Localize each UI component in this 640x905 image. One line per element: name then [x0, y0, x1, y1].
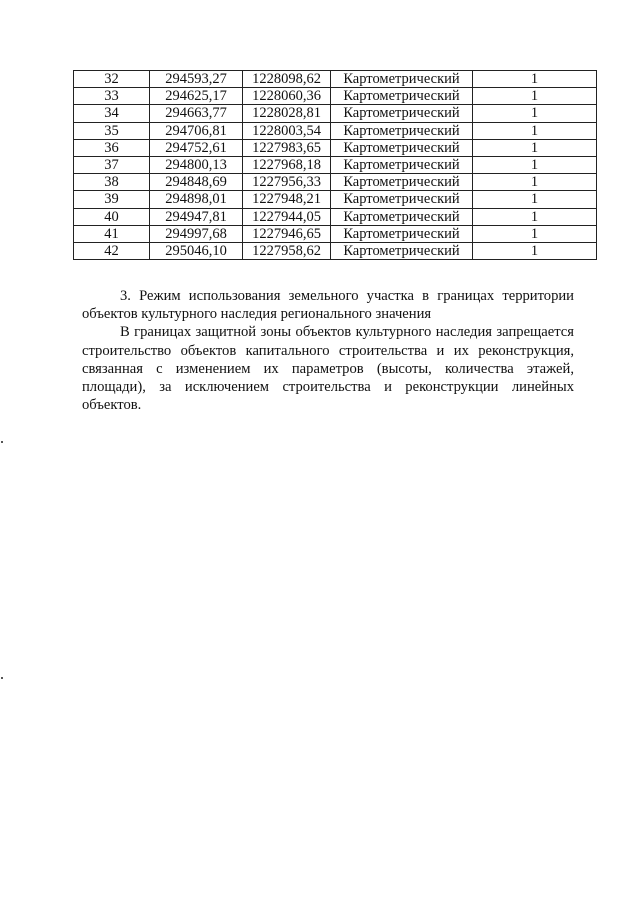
margin-scan-mark [1, 677, 3, 679]
table-row [74, 191, 597, 208]
point-number-cell: 38 [74, 174, 150, 191]
accuracy-cell: 1 [473, 191, 597, 208]
y-coordinate-cell: 1227968,18 [243, 156, 331, 173]
table-row [74, 139, 597, 156]
y-coordinate-cell: 1227983,65 [243, 139, 331, 156]
x-coordinate-cell: 294663,77 [150, 105, 243, 122]
determination-method-cell: Картометрический [331, 174, 473, 191]
y-coordinate-cell: 1227944,05 [243, 208, 331, 225]
point-number-cell: 36 [74, 139, 150, 156]
table-row [74, 122, 597, 139]
accuracy-cell: 1 [473, 208, 597, 225]
regulation-text [82, 287, 574, 414]
determination-method-cell: Картометрический [331, 88, 473, 105]
accuracy-cell: 1 [473, 105, 597, 122]
x-coordinate-cell: 294752,61 [150, 139, 243, 156]
accuracy-cell: 1 [473, 88, 597, 105]
determination-method-cell: Картометрический [331, 225, 473, 242]
accuracy-cell: 1 [473, 156, 597, 173]
table-row [74, 105, 597, 122]
x-coordinate-cell: 294625,17 [150, 88, 243, 105]
y-coordinate-cell: 1227956,33 [243, 174, 331, 191]
table-row [74, 71, 597, 88]
y-coordinate-cell: 1228003,54 [243, 122, 331, 139]
section-heading: 3. Режим использования земельного участка в границах территории объектов культурного наследия регионального значения [82, 288, 574, 323]
point-number-cell: 39 [74, 191, 150, 208]
x-coordinate-cell: 294997,68 [150, 225, 243, 242]
determination-method-cell: Картометрический [331, 139, 473, 156]
x-coordinate-cell: 294848,69 [150, 174, 243, 191]
determination-method-cell: Картометрический [331, 191, 473, 208]
x-coordinate-cell: 294593,27 [150, 71, 243, 88]
point-number-cell: 41 [74, 225, 150, 242]
coordinates-table-body [74, 71, 597, 260]
table-row [74, 242, 597, 259]
determination-method-cell: Картометрический [331, 122, 473, 139]
point-number-cell: 40 [74, 208, 150, 225]
table-row [74, 156, 597, 173]
table-row [74, 174, 597, 191]
accuracy-cell: 1 [473, 139, 597, 156]
table-row [74, 225, 597, 242]
point-number-cell: 34 [74, 105, 150, 122]
point-number-cell: 37 [74, 156, 150, 173]
table-row [74, 208, 597, 225]
accuracy-cell: 1 [473, 71, 597, 88]
x-coordinate-cell: 294947,81 [150, 208, 243, 225]
table-row [74, 88, 597, 105]
accuracy-cell: 1 [473, 174, 597, 191]
section-body: В границах защитной зоны объектов культурного наследия запрещается строительство объектов капитального строительства и их реконструкция, связанная с изменением их параметров (высоты, количества этажей, площади), за исключением строительства и реконструкции линейных объектов. [82, 324, 574, 414]
coordinates-table [73, 70, 597, 260]
determination-method-cell: Картометрический [331, 242, 473, 259]
accuracy-cell: 1 [473, 242, 597, 259]
y-coordinate-cell: 1228028,81 [243, 105, 331, 122]
determination-method-cell: Картометрический [331, 156, 473, 173]
accuracy-cell: 1 [473, 122, 597, 139]
y-coordinate-cell: 1228060,36 [243, 88, 331, 105]
y-coordinate-cell: 1227958,62 [243, 242, 331, 259]
y-coordinate-cell: 1227948,21 [243, 191, 331, 208]
x-coordinate-cell: 294800,13 [150, 156, 243, 173]
determination-method-cell: Картометрический [331, 105, 473, 122]
determination-method-cell: Картометрический [331, 71, 473, 88]
y-coordinate-cell: 1228098,62 [243, 71, 331, 88]
point-number-cell: 42 [74, 242, 150, 259]
margin-scan-mark [1, 441, 3, 443]
x-coordinate-cell: 294706,81 [150, 122, 243, 139]
x-coordinate-cell: 294898,01 [150, 191, 243, 208]
point-number-cell: 33 [74, 88, 150, 105]
accuracy-cell: 1 [473, 225, 597, 242]
x-coordinate-cell: 295046,10 [150, 242, 243, 259]
y-coordinate-cell: 1227946,65 [243, 225, 331, 242]
determination-method-cell: Картометрический [331, 208, 473, 225]
point-number-cell: 32 [74, 71, 150, 88]
point-number-cell: 35 [74, 122, 150, 139]
